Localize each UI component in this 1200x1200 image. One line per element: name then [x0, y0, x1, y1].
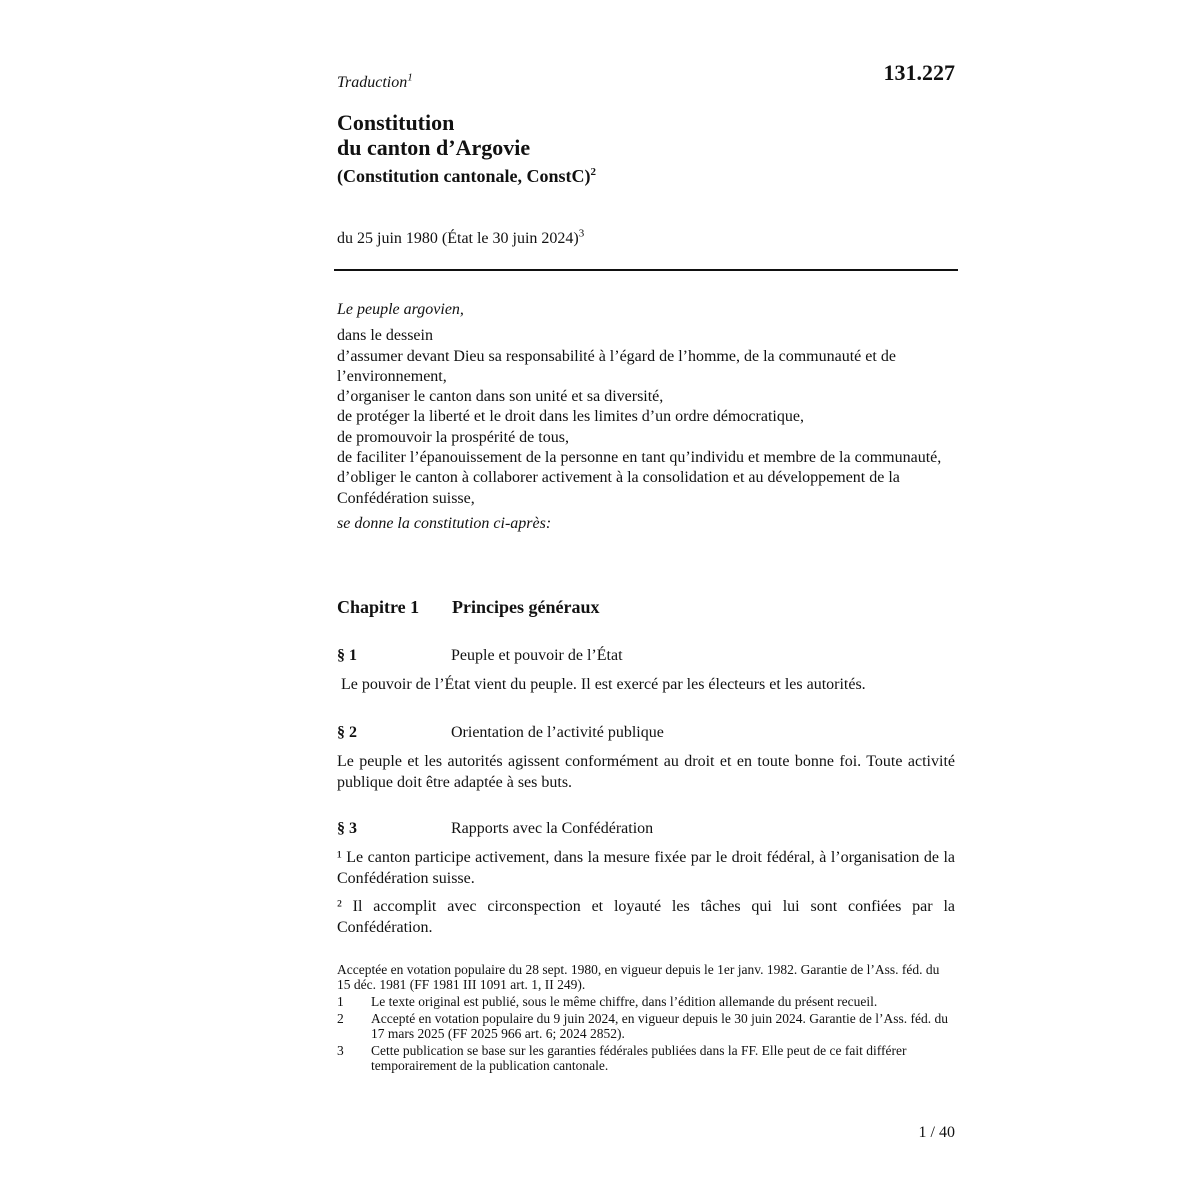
article-title: Peuple et pouvoir de l’État [451, 647, 623, 664]
footnote-text: Cette publication se base sur les garanties fédérales publiées dans la FF. Elle peut de ce fait différer temporairement de la publication cantonale. [371, 1043, 907, 1073]
preamble-line: d’organiser le canton dans son unité et sa diversité, [337, 388, 664, 406]
footnote-2 [337, 1011, 955, 1041]
article-title: Rapports avec la Confédération [451, 820, 654, 837]
chapter-title: Principes généraux [452, 597, 600, 617]
document-number: 131.227 [883, 60, 955, 85]
footnote-number: 3 [337, 1043, 344, 1058]
footnote-ref-3[interactable]: 3 [578, 227, 585, 240]
preamble-line: de protéger la liberté et le droit dans les limites d’un ordre démocratique, [337, 408, 804, 426]
article-heading [337, 820, 955, 842]
preamble-lead: Le peuple argovien, [337, 301, 464, 318]
preamble-line: d’assumer devant Dieu sa responsabilité à l’égard de l’homme, de la communauté et de l’environnement, [337, 347, 896, 385]
footnote-text: Le texte original est publié, sous le même chiffre, dans l’édition allemande du présent recueil. [371, 994, 878, 1009]
preamble [337, 300, 955, 534]
title-line-1: Constitution [337, 110, 455, 135]
header-divider [334, 269, 958, 271]
article-3 [337, 820, 955, 946]
document-title [337, 110, 530, 160]
preamble-line: de faciliter l’épanouissement de la personne en tant qu’individu et membre de la communauté, [337, 449, 942, 467]
footnote-ref-1[interactable]: 1 [407, 71, 413, 84]
footnotes [337, 962, 955, 1075]
date-text: du 25 juin 1980 (État le 30 juin 2024) [337, 230, 579, 247]
preamble-line: d’obliger le canton à collaborer activement à la consolidation et au développement de la Confédération suisse, [337, 469, 900, 507]
preamble-line: dans le dessein [337, 327, 433, 345]
translation-label [337, 71, 413, 92]
article-paragraph: ² Il accomplit avec circonspection et loyauté les tâches qui lui sont confiées par la Confédération. [337, 898, 955, 936]
article-1 [337, 647, 955, 704]
article-heading [337, 724, 955, 746]
footnote-ref-2[interactable]: 2 [590, 166, 597, 178]
footnote-text: Accepté en votation populaire du 9 juin 2024, en vigueur depuis le 30 juin 2024. Garantie de l’Ass. féd. du 17 mars 2025 (FF 2025 966 art. 6; 2024 2852). [371, 1011, 948, 1041]
article-paragraph: ¹ Le canton participe activement, dans la mesure fixée par le droit fédéral, à l’organisation de la Confédération suisse. [337, 849, 955, 887]
preamble-line: de promouvoir la prospérité de tous, [337, 428, 569, 446]
article-body [337, 848, 955, 938]
document-subtitle [337, 166, 596, 187]
footnote-3 [337, 1043, 955, 1073]
footnote-intro: Acceptée en votation populaire du 28 sept. 1980, en vigueur depuis le 1er janv. 1982. Garantie de l’Ass. féd. du 15 déc. 1981 (FF 1981 III 1091 art. 1, II 249). [337, 962, 940, 992]
article-body [337, 752, 955, 793]
page-number: 1 / 40 [918, 1124, 955, 1141]
article-number: § 1 [337, 647, 357, 664]
footnote-number: 1 [337, 994, 344, 1009]
chapter-heading [337, 597, 599, 618]
article-title: Orientation de l’activité publique [451, 724, 664, 741]
footnote-1 [337, 994, 955, 1009]
article-heading [337, 647, 955, 669]
article-number: § 2 [337, 724, 357, 741]
article-paragraph: Le peuple et les autorités agissent conformément au droit et en toute bonne foi. Toute activité publique doit être adaptée à ses buts. [337, 753, 955, 791]
article-body [337, 675, 955, 696]
document-date [337, 227, 585, 248]
article-paragraph: Le pouvoir de l’État vient du peuple. Il est exercé par les électeurs et les autorités. [341, 676, 866, 693]
title-line-2: du canton d’Argovie [337, 135, 531, 160]
article-2 [337, 724, 955, 801]
footnote-number: 2 [337, 1011, 344, 1026]
article-number: § 3 [337, 820, 357, 837]
preamble-closing: se donne la constitution ci-après: [337, 514, 552, 532]
chapter-number: Chapitre 1 [337, 597, 420, 617]
translation-text: Traduction [337, 74, 408, 91]
subtitle-text: (Constitution cantonale, ConstC) [337, 166, 591, 186]
